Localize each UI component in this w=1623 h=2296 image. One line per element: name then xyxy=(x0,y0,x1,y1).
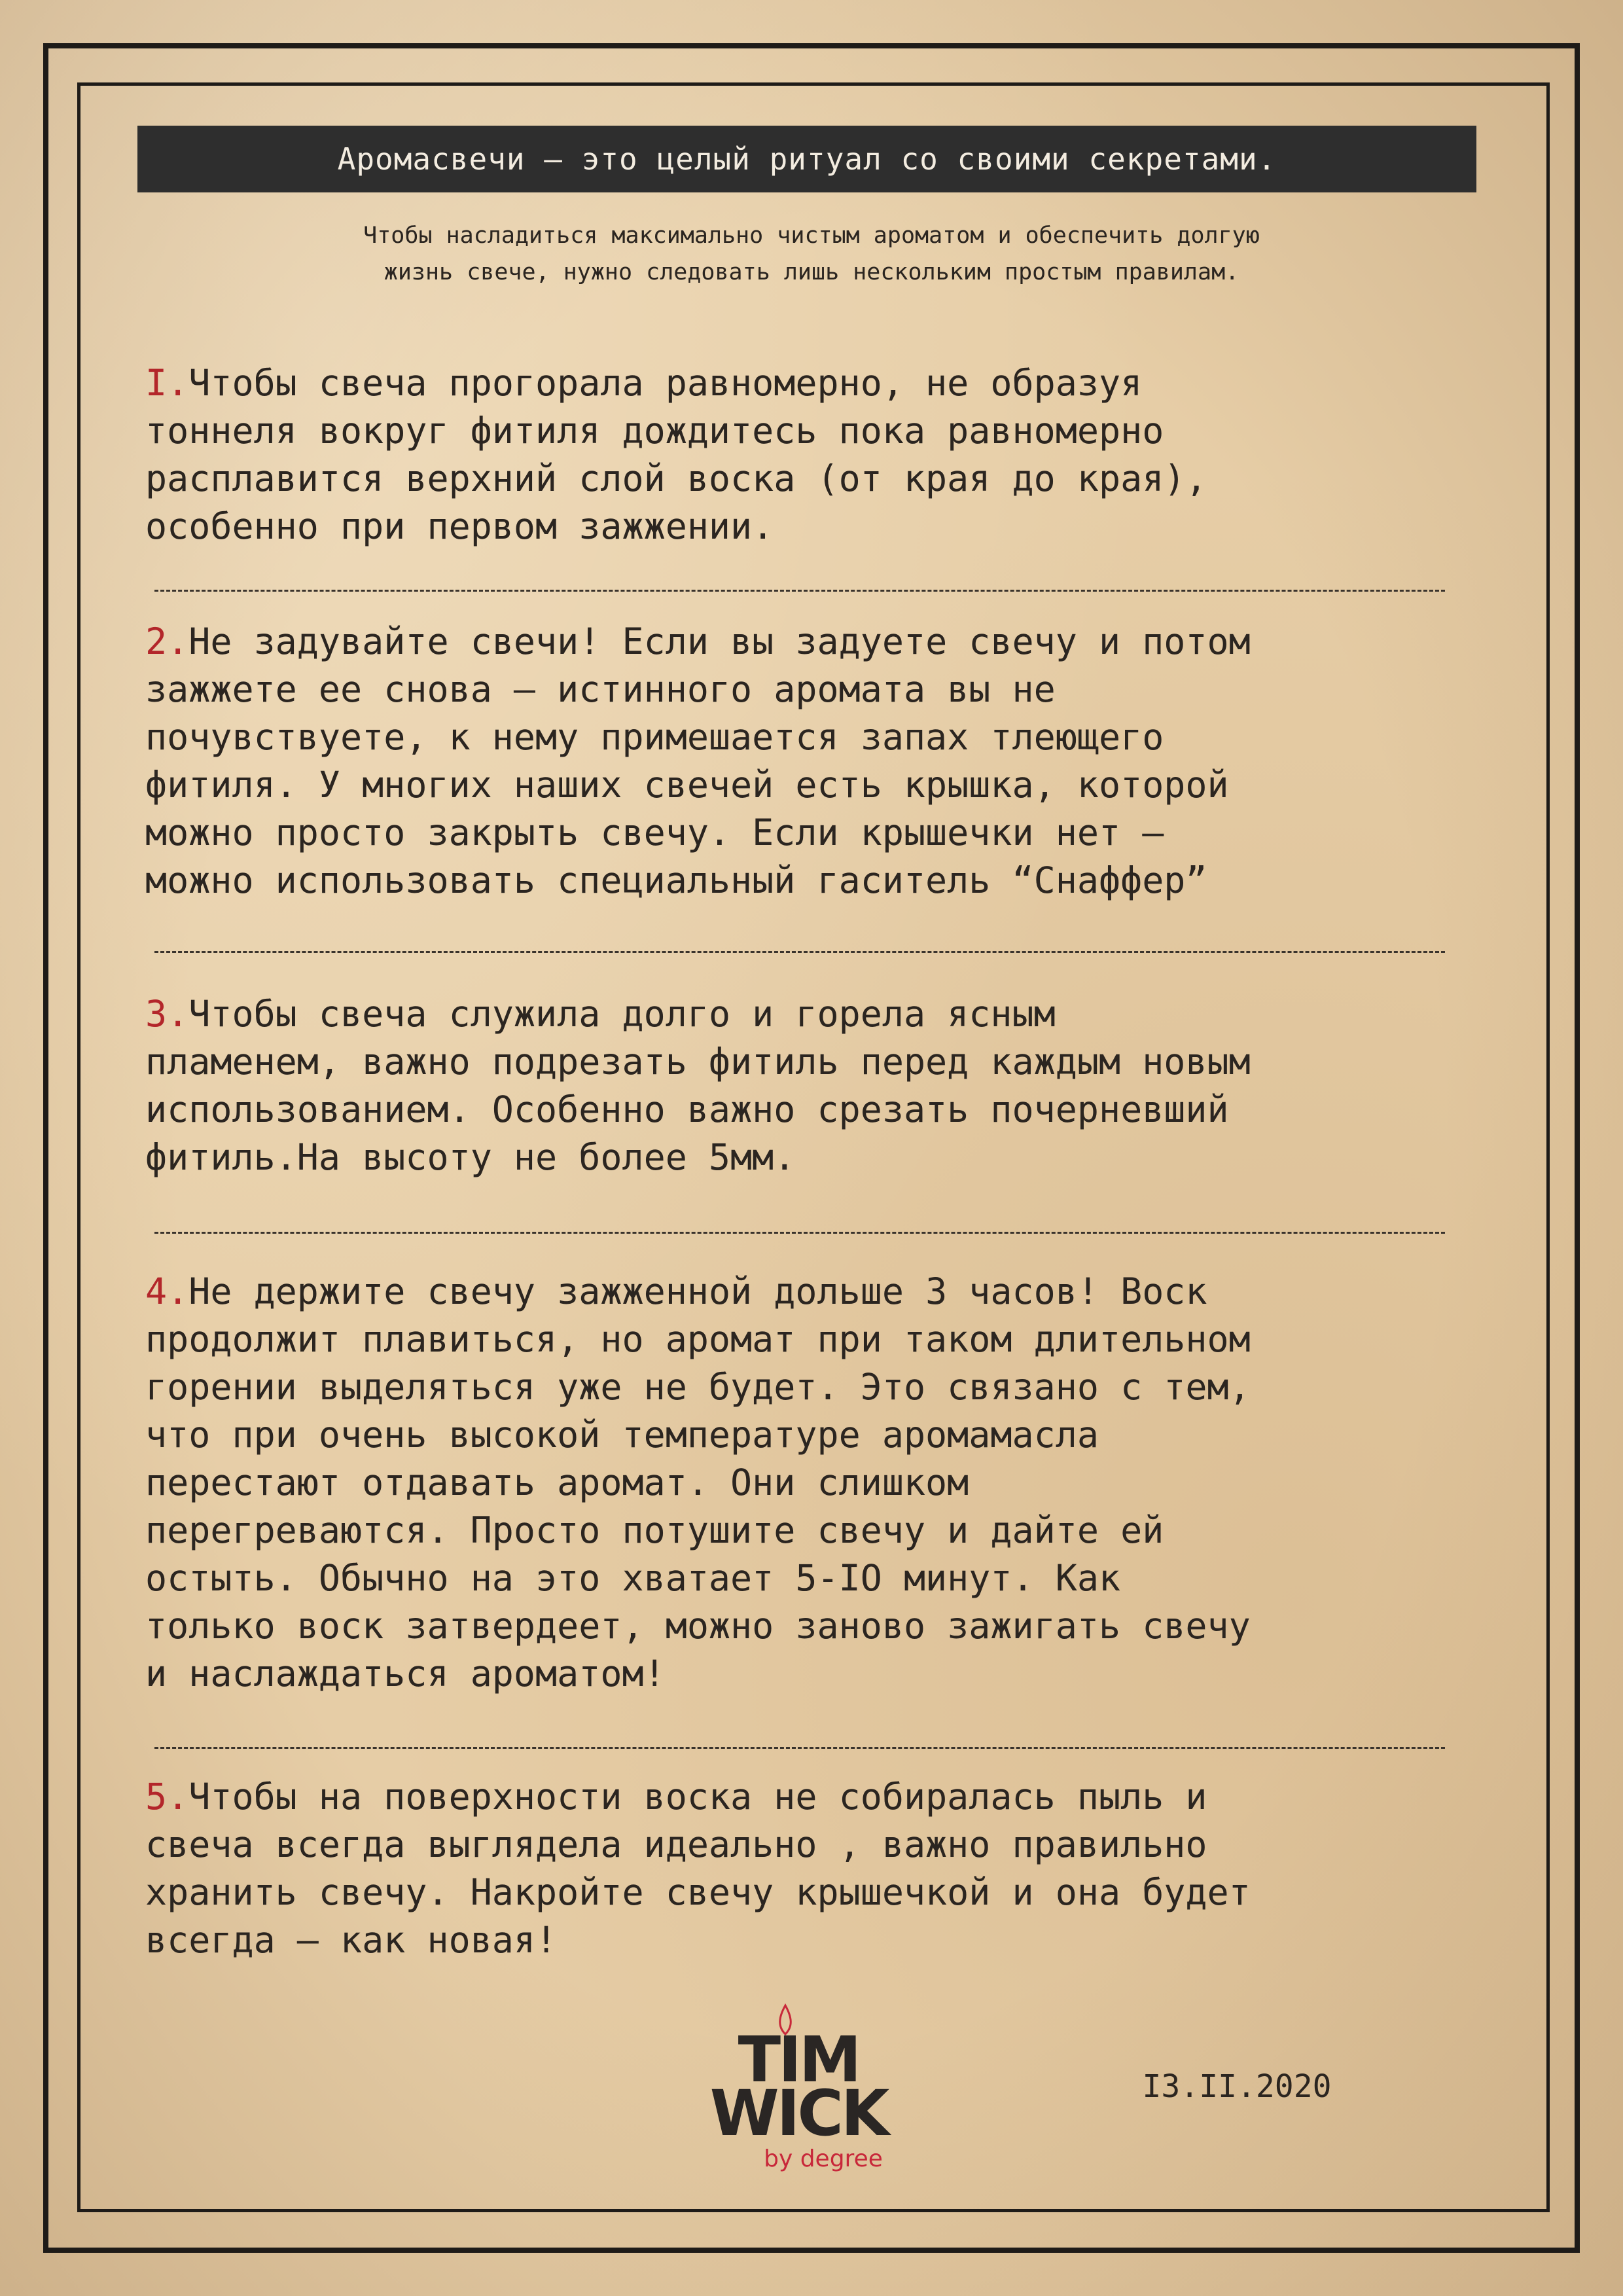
rule-line: можно просто закрыть свечу. Если крышечки нет — xyxy=(145,812,1164,853)
rule-line: и наслаждаться ароматом! xyxy=(145,1653,666,1695)
rule-line: расплавится верхний слой воска (от края до края), xyxy=(145,457,1207,499)
rule-line: горении выделяться уже не будет. Это связано с тем, xyxy=(145,1366,1251,1408)
rule-line: особенно при первом зажжении. xyxy=(145,505,774,547)
rule-item-4 xyxy=(145,1268,1507,1698)
page-title: Аромасвечи — это целый ритуал со своими секретами. xyxy=(137,126,1476,192)
rule-line: перестают отдавать аромат. Они слишком xyxy=(145,1462,969,1503)
rule-line: всегда — как новая! xyxy=(145,1919,558,1961)
rule-line: хранить свечу. Накройте свечу крышечкой и она будет xyxy=(145,1871,1251,1913)
rule-line: свеча всегда выглядела идеально , важно правильно xyxy=(145,1823,1207,1865)
dashed-divider xyxy=(154,590,1445,592)
rule-line: почувствуете, к нему примешается запах тлеющего xyxy=(145,716,1164,758)
rule-line: что при очень высокой температуре аромамасла xyxy=(145,1414,1099,1456)
rule-line: только воск затвердеет, можно заново зажигать свечу xyxy=(145,1605,1251,1647)
dashed-divider xyxy=(154,1747,1445,1749)
rule-item-5 xyxy=(145,1773,1507,1964)
logo-line2: WICK xyxy=(709,2077,887,2150)
rule-line: I.Чтобы свеча прогорала равномерно, не образуя xyxy=(145,362,1143,404)
logo-line1: TIM xyxy=(738,2023,859,2096)
rule-number: 2. xyxy=(145,620,189,662)
timwick-logo xyxy=(687,1998,910,2187)
rule-item-1 xyxy=(145,359,1507,550)
rule-number: 4. xyxy=(145,1270,189,1312)
rule-item-3 xyxy=(145,990,1507,1181)
dashed-divider xyxy=(154,1232,1445,1234)
rule-line: 2.Не задувайте свечи! Если вы задуете свечу и потом xyxy=(145,620,1251,662)
rule-line: 3.Чтобы свеча служила долго и горела ясным xyxy=(145,993,1056,1035)
rule-line: зажжете ее снова — истинного аромата вы не xyxy=(145,668,1056,710)
rule-line: можно использовать специальный гаситель “Снаффер” xyxy=(145,859,1207,901)
rule-line: пламенем, важно подрезать фитиль перед каждым новым xyxy=(145,1041,1251,1083)
rule-number: 5. xyxy=(145,1776,189,1818)
rule-line: фитиля. У многих наших свечей есть крышка, которой xyxy=(145,764,1229,806)
rule-number: 3. xyxy=(145,993,189,1035)
rule-line: использованием. Особенно важно срезать почерневший xyxy=(145,1088,1229,1130)
logo-tagline: by degree xyxy=(764,2145,883,2172)
rule-line: перегреваются. Просто потушите свечу и дайте ей xyxy=(145,1509,1164,1551)
rule-item-2 xyxy=(145,618,1507,905)
rule-line: фитиль.На высоту не более 5мм. xyxy=(145,1136,796,1178)
rule-number: I. xyxy=(145,362,189,404)
intro-line: Чтобы насладиться максимально чистым ароматом и обеспечить долгую xyxy=(363,223,1260,249)
date-stamp: I3.II.2020 xyxy=(1142,2068,1332,2105)
rule-line: 4.Не держите свечу зажженной дольше 3 часов! Воск xyxy=(145,1270,1207,1312)
dashed-divider xyxy=(154,951,1445,953)
intro-text xyxy=(131,217,1492,291)
rule-line: остыть. Обычно на это хватает 5-IO минут. Как xyxy=(145,1557,1121,1599)
rule-line: 5.Чтобы на поверхности воска не собиралась пыль и xyxy=(145,1776,1207,1818)
rule-line: продолжит плавиться, но аромат при таком длительном xyxy=(145,1318,1251,1360)
intro-line: жизнь свече, нужно следовать лишь нескольким простым правилам. xyxy=(383,259,1240,285)
rule-line: тоннеля вокруг фитиля дождитесь пока равномерно xyxy=(145,410,1164,452)
